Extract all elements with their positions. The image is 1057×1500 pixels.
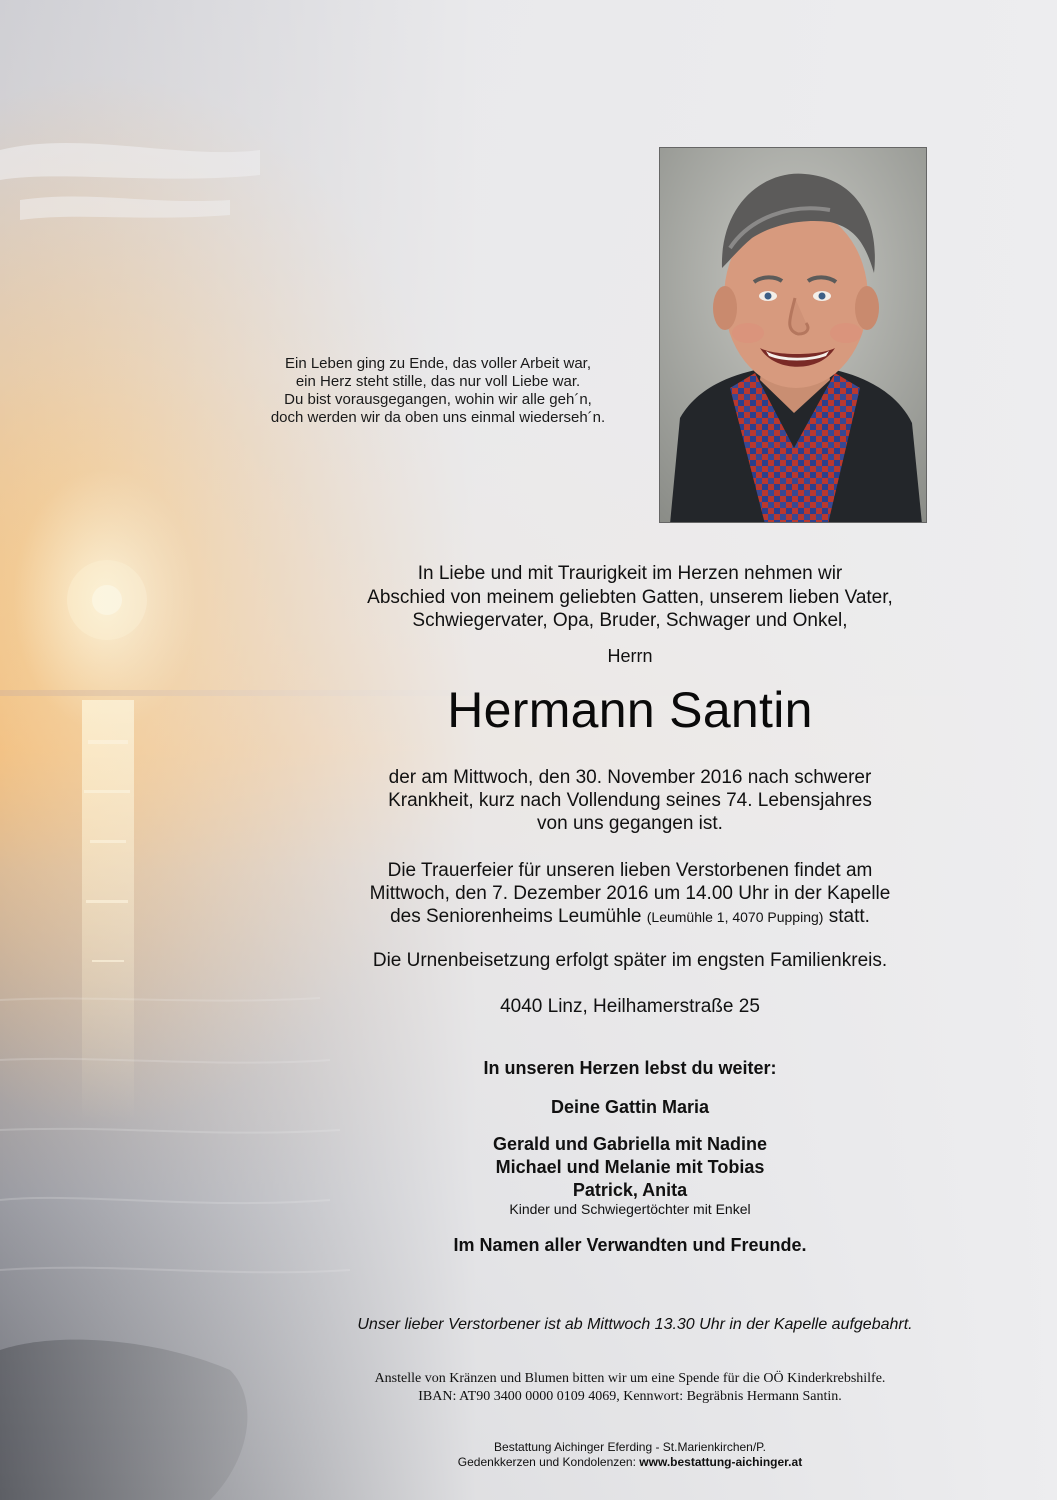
donation-iban: IBAN: AT90 3400 0000 0109 4069, Kennwort: Begräbnis Hermann Santin. <box>418 1389 842 1404</box>
poem-line: Du bist vorausgegangen, wohin wir alle geh´n, <box>284 391 592 408</box>
mourner-child-line: Gerald und Gabriella mit Nadine <box>492 1134 768 1154</box>
poem-line: Ein Leben ging zu Ende, das voller Arbeit war, <box>284 355 592 372</box>
funeral-home-name: Bestattung Aichinger Eferding - St.Marienkirchen/P. <box>494 1440 766 1454</box>
urn-burial-notice: Die Urnenbeisetzung erfolgt später im engsten Familienkreis. <box>372 950 888 971</box>
ceremony-venue-address: (Leumühle 1, 4070 Pupping) <box>646 909 824 925</box>
intro-text <box>320 562 940 633</box>
relatives-line: Im Namen aller Verwandten und Freunde. <box>453 1235 807 1255</box>
ceremony-details <box>320 859 940 929</box>
portrait-photo <box>659 147 927 523</box>
donation-line: Anstelle von Kränzen und Blumen bitten wir um eine Spende für die OÖ Kinderkrebshilfe. <box>374 1371 886 1386</box>
deceased-name: Hermann Santin <box>447 682 813 738</box>
mourner-child-line: Patrick, Anita <box>572 1180 688 1200</box>
ceremony-line: Die Trauerfeier für unseren lieben Verstorbenen findet am <box>387 860 873 881</box>
ceremony-venue: des Seniorenheims Leumühle <box>390 906 642 927</box>
children-caption: Kinder und Schwiegertöchter mit Enkel <box>509 1201 751 1217</box>
ceremony-line <box>320 905 940 929</box>
donation-notice <box>300 1370 960 1406</box>
viewing-notice: Unser lieber Verstorbener ist ab Mittwoch 13.30 Uhr in der Kapelle aufgebahrt. <box>357 1316 913 1333</box>
family-address: 4040 Linz, Heilhamerstraße 25 <box>500 996 760 1017</box>
death-notice-line: Krankheit, kurz nach Vollendung seines 74. Lebensjahres <box>388 790 872 811</box>
poem-line: ein Herz steht stille, das nur voll Liebe war. <box>295 373 581 390</box>
salutation: Herrn <box>607 646 653 666</box>
funeral-home-website-link[interactable]: www.bestattung-aichinger.at <box>639 1455 803 1469</box>
mourner-children <box>320 1133 940 1202</box>
death-notice <box>320 766 940 835</box>
death-notice-line: von uns gegangen ist. <box>537 813 723 834</box>
death-notice-line: der am Mittwoch, den 30. November 2016 nach schwerer <box>388 767 872 788</box>
intro-line: Schwiegervater, Opa, Bruder, Schwager und Onkel, <box>412 610 848 631</box>
mourner-wife: Deine Gattin Maria <box>550 1097 710 1117</box>
funeral-home-footer <box>320 1440 940 1470</box>
mourners-heading: In unseren Herzen lebst du weiter: <box>483 1058 777 1078</box>
intro-line: In Liebe und mit Traurigkeit im Herzen nehmen wir <box>417 563 843 584</box>
condolence-line <box>320 1455 940 1470</box>
poem-line: doch werden wir da oben uns einmal wiederseh´n. <box>270 409 606 426</box>
ceremony-line: Mittwoch, den 7. Dezember 2016 um 14.00 Uhr in der Kapelle <box>369 883 891 904</box>
portrait-illustration <box>660 148 927 523</box>
intro-line: Abschied von meinem geliebten Gatten, unserem lieben Vater, <box>367 586 893 608</box>
memorial-poem <box>238 355 638 427</box>
ceremony-line-end: statt. <box>828 906 870 927</box>
condolence-label: Gedenkkerzen und Kondolenzen: <box>457 1455 636 1469</box>
mourner-child-line: Michael und Melanie mit Tobias <box>495 1157 765 1177</box>
